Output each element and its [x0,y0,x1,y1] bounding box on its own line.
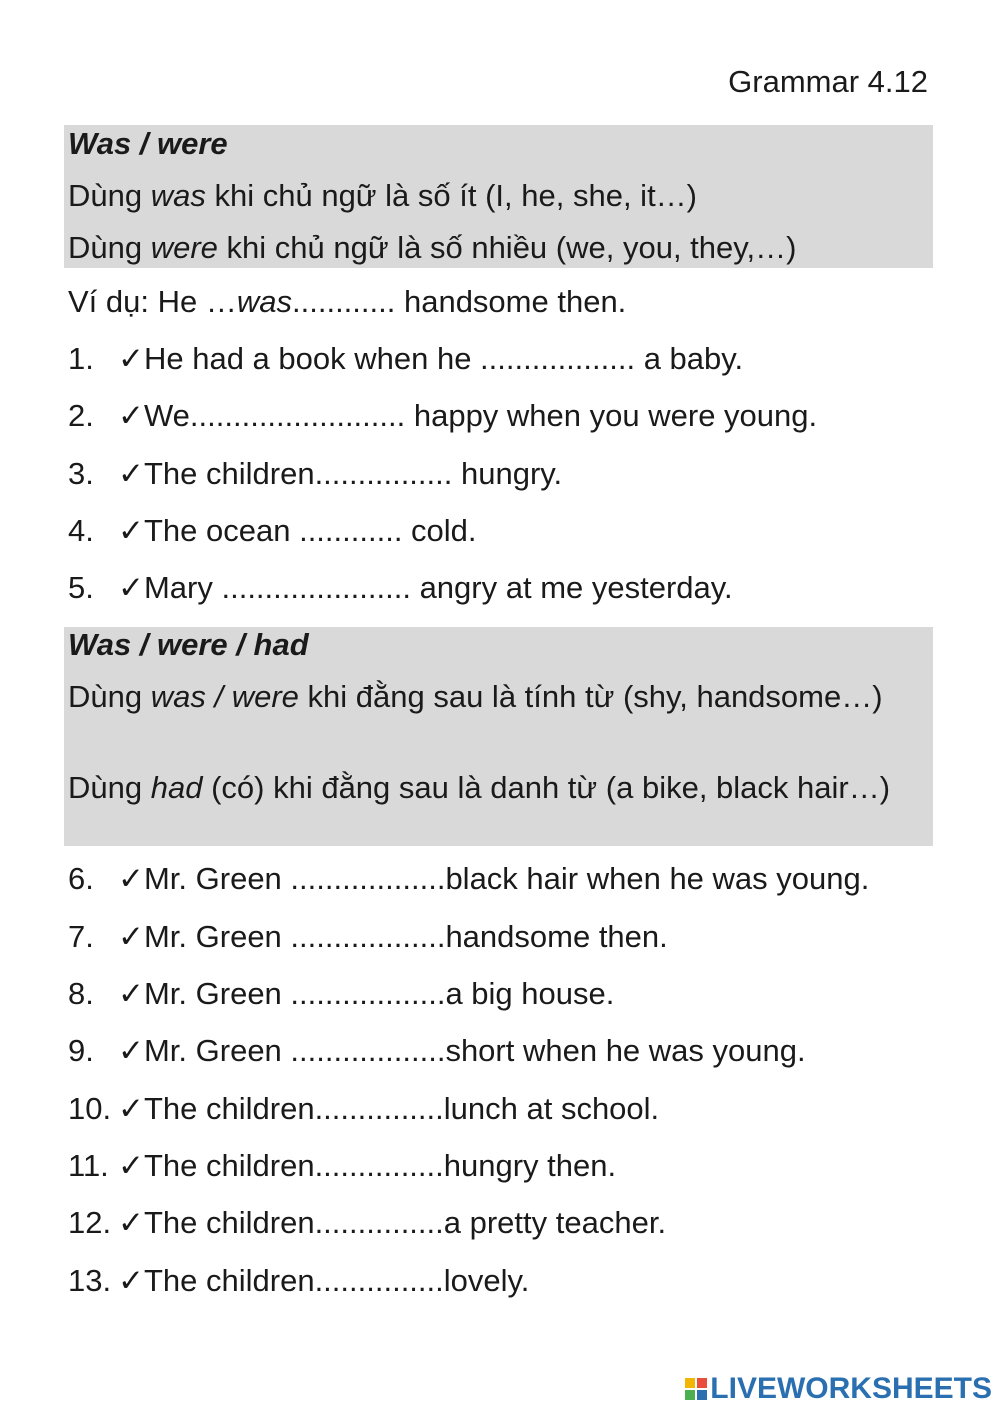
exercise-item: 13. ✓The children...............lovely. [68,1263,530,1298]
rule-plural: Dùng were khi chủ ngữ là số nhiều (we, you, they,…) [68,230,797,265]
section-heading-was-were: Was / were [68,126,228,161]
exercise-item: 3. ✓The children................ hungry. [68,456,563,491]
liveworksheets-logo [685,1372,992,1406]
exercise-item: 2. ✓We......................... happy when you were young. [68,398,818,433]
rule-adjective: Dùng was / were khi đằng sau là tính từ (shy, handsome…) [68,679,883,714]
exercise-item: 1. ✓He had a book when he .................. a baby. [68,341,744,376]
exercise-item: 4. ✓The ocean ............ cold. [68,513,477,548]
example-line: Ví dụ: He …was............ handsome then. [68,284,627,319]
exercise-item: 8. ✓Mr. Green ..................a big house. [68,976,615,1011]
rule-noun: Dùng had (có) khi đằng sau là danh từ (a bike, black hair…) [68,770,891,805]
page-title: Grammar 4.12 [728,64,928,99]
exercise-item: 6. ✓Mr. Green ..................black hair when he was young. [68,861,870,896]
exercise-item: 12. ✓The children...............a pretty teacher. [68,1205,667,1240]
exercise-item: 10. ✓The children...............lunch at school. [68,1091,660,1126]
section-heading-was-were-had: Was / were / had [68,627,309,662]
exercise-item: 5. ✓Mary ...................... angry at me yesterday. [68,570,733,605]
logo-text: LIVEWORKSHEETS [710,1372,992,1405]
rule-singular: Dùng was khi chủ ngữ là số ít (I, he, she, it…) [68,178,698,213]
exercise-item: 7. ✓Mr. Green ..................handsome then. [68,919,668,954]
exercise-item: 11. ✓The children...............hungry then. [68,1148,617,1183]
exercise-item: 9. ✓Mr. Green ..................short when he was young. [68,1033,806,1068]
logo-mark-icon [685,1378,707,1400]
